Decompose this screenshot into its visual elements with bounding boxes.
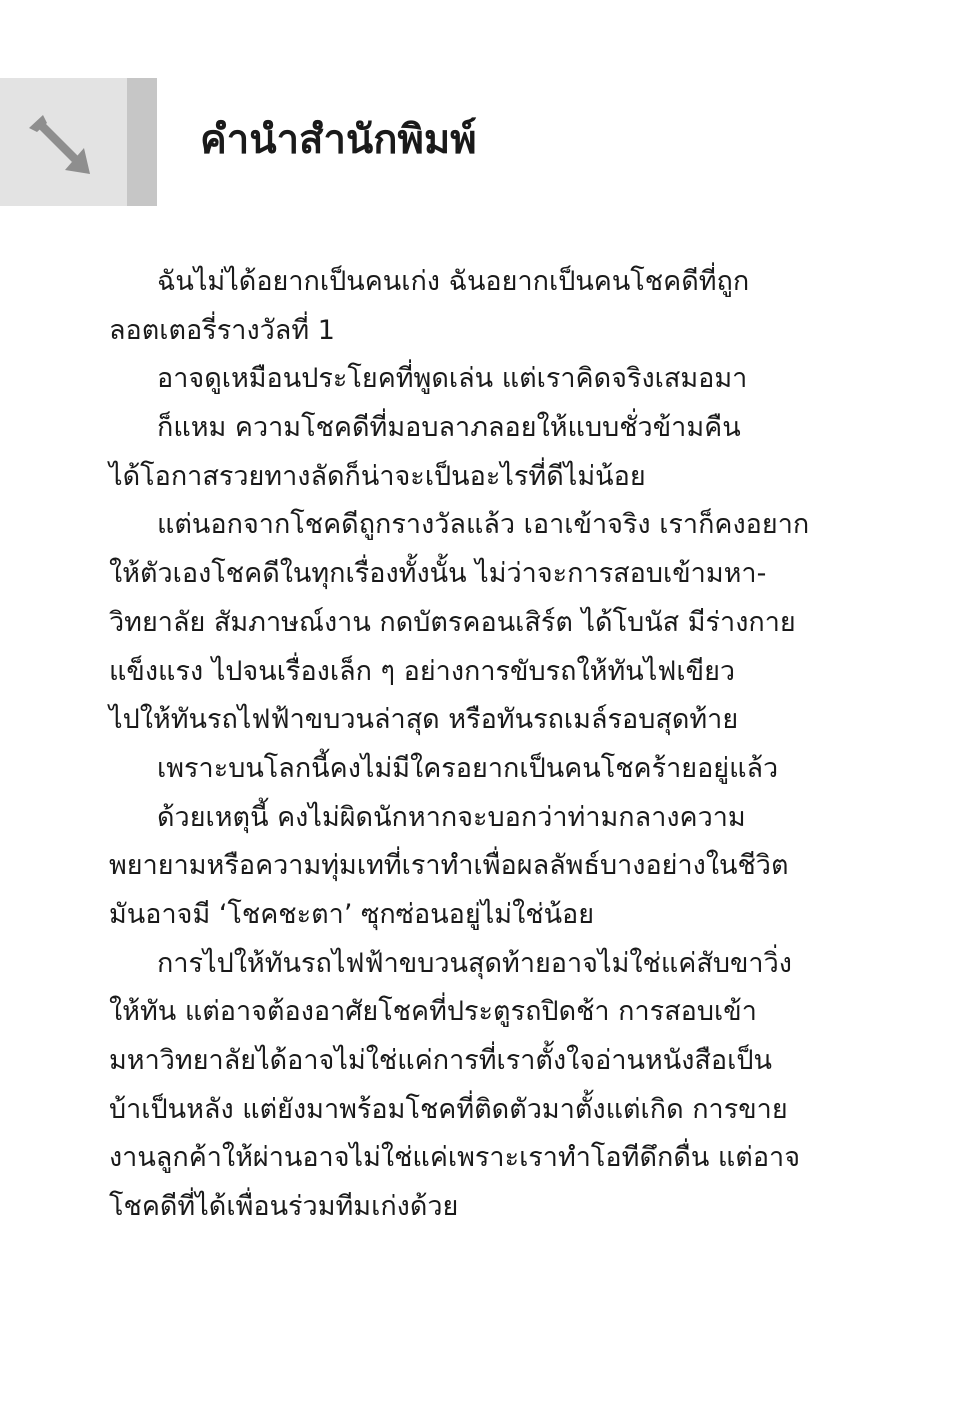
text-line: มหาวิทยาลัยได้อาจไม่ใช่แค่การที่เราตั้งใจอ่านหนังสือเป็น bbox=[109, 1045, 772, 1076]
page-title: คำนำสำนักพิมพ์ bbox=[200, 117, 477, 163]
text-line: อาจดูเหมือนประโยคที่พูดเล่น แต่เราคิดจริงเสมอมา bbox=[157, 363, 748, 395]
text-line: ได้โอกาสรวยทางลัดก็น่าจะเป็นอะไรที่ดีไม่น้อย bbox=[109, 460, 646, 492]
text-line: ให้ตัวเองโชคดีในทุกเรื่องทั้งนั้น ไม่ว่าจะการสอบเข้ามหา- bbox=[109, 558, 767, 590]
text-line: ฉันไม่ได้อยากเป็นคนเก่ง ฉันอยากเป็นคนโชคดีที่ถูก bbox=[157, 266, 750, 297]
text-line: แข็งแรง ไปจนเรื่องเล็ก ๆ อย่างการขับรถให้ทันไฟเขียว bbox=[109, 655, 736, 687]
text-line: ให้ทัน แต่อาจต้องอาศัยโชคที่ประตูรถปิดช้า การสอบเข้า bbox=[109, 996, 757, 1028]
text-line: โชคดีที่ได้เพื่อนร่วมทีมเก่งด้วย bbox=[109, 1191, 459, 1223]
text-line: งานลูกค้าให้ผ่านอาจไม่ใช่แค่เพราะเราทำโอทีดึกดื่น แต่อาจ bbox=[109, 1142, 801, 1174]
text-line: มันอาจมี ‘โชคชะตา’ ซุกซ่อนอยู่ไม่ใช่น้อย bbox=[109, 898, 595, 930]
text-line: การไปให้ทันรถไฟฟ้าขบวนสุดท้ายอาจไม่ใช่แค่สับขาวิ่ง bbox=[157, 947, 792, 979]
text-line: ก็แหม ความโชคดีที่มอบลาภลอยให้แบบชั่วข้ามคืน bbox=[157, 412, 741, 444]
text-line: ลอตเตอรี่รางวัลที่ 1 bbox=[109, 314, 335, 346]
text-line: พยายามหรือความทุ่มเทที่เราทำเพื่อผลลัพธ์บางอย่างในชีวิต bbox=[109, 850, 789, 882]
text-line: เพราะบนโลกนี้คงไม่มีใครอยากเป็นคนโชคร้ายอยู่แล้ว bbox=[157, 752, 779, 784]
text-line: ไปให้ทันรถไฟฟ้าขบวนล่าสุด หรือทันรถเมล์รอบสุดท้าย bbox=[109, 704, 739, 736]
arrow-icon bbox=[22, 108, 94, 180]
text-line: วิทยาลัย สัมภาษณ์งาน กดบัตรคอนเสิร์ต ได้โบนัส มีร่างกาย bbox=[109, 606, 796, 638]
text-line: บ้าเป็นหลัง แต่ยังมาพร้อมโชคที่ติดตัวมาตั้งแต่เกิด การขาย bbox=[109, 1093, 788, 1125]
body-text bbox=[109, 258, 810, 1232]
text-line: แต่นอกจากโชคดีถูกรางวัลแล้ว เอาเข้าจริง เราก็คงอยาก bbox=[157, 509, 810, 541]
header-accent-bar bbox=[127, 78, 157, 206]
text-line: ด้วยเหตุนี้ คงไม่ผิดนักหากจะบอกว่าท่ามกลางความ bbox=[157, 801, 746, 833]
